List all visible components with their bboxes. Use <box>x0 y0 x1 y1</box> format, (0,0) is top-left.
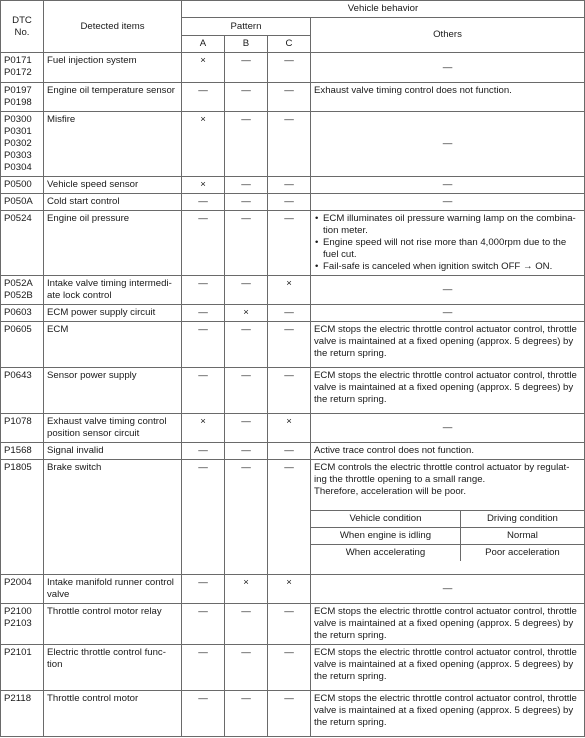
pattern-a-cell <box>182 691 225 737</box>
pattern-b-cell <box>225 177 268 194</box>
others-cell <box>311 604 585 645</box>
others-cell-text: — <box>442 179 453 190</box>
dtc-code-cell <box>1 443 44 460</box>
detected-item-cell-text: Engine oil temperature sensor <box>47 85 175 96</box>
header-detected-items: Detected items <box>44 1 182 53</box>
detected-item-cell <box>44 368 182 414</box>
dtc-table-body <box>1 53 585 737</box>
pattern-a-cell-text: × <box>200 114 206 125</box>
pattern-c-cell <box>268 368 311 414</box>
pattern-b-cell <box>225 460 268 575</box>
others-cell <box>311 691 585 737</box>
pattern-a-cell <box>182 460 225 575</box>
pattern-b-cell <box>225 322 268 368</box>
pattern-c-cell-text: — <box>284 693 294 704</box>
pattern-a-cell-text: × <box>200 55 206 66</box>
detected-item-cell <box>44 83 182 112</box>
others-cell <box>311 177 585 194</box>
pattern-b-cell-text: — <box>241 370 251 381</box>
dtc-code-cell <box>1 305 44 322</box>
subtable-header-cell: Driving condition <box>460 511 584 528</box>
table-row <box>1 460 585 575</box>
dtc-code-cell <box>1 194 44 211</box>
pattern-c-cell-text: — <box>284 462 294 473</box>
pattern-a-cell <box>182 83 225 112</box>
others-cell <box>311 575 585 604</box>
dtc-code-cell <box>1 112 44 177</box>
dtc-code-cell-text: P0643 <box>4 370 32 381</box>
table-row <box>1 443 585 460</box>
pattern-a-cell-text: — <box>198 213 208 224</box>
pattern-a-cell <box>182 645 225 691</box>
dtc-code-cell <box>1 368 44 414</box>
pattern-b-cell <box>225 691 268 737</box>
pattern-b-cell-text: — <box>241 462 251 473</box>
pattern-c-cell-text: — <box>284 307 294 318</box>
pattern-b-cell <box>225 83 268 112</box>
detected-item-cell-text: Misfire <box>47 114 76 125</box>
pattern-a-cell-text: — <box>198 462 208 473</box>
subtable-cell: Poor acceleration <box>460 545 584 562</box>
others-cell-text: ECM stops the electric throttle control actuator control, throttle valve is maintained at a fixed opening (approx. 5 degrees) by the return spring. <box>314 324 577 359</box>
detected-item-cell <box>44 414 182 443</box>
pattern-c-cell <box>268 443 311 460</box>
pattern-c-cell-text: × <box>286 577 292 588</box>
condition-subtable <box>311 510 584 561</box>
detected-item-cell <box>44 194 182 211</box>
pattern-a-cell <box>182 276 225 305</box>
dtc-code-cell <box>1 211 44 276</box>
others-cell-text: ECM stops the electric throttle control actuator control, throttle valve is maintained at a fixed opening (approx. 5 degrees) by the return spring. <box>314 370 577 405</box>
pattern-c-cell <box>268 414 311 443</box>
table-row <box>1 276 585 305</box>
pattern-c-cell <box>268 211 311 276</box>
others-cell <box>311 83 585 112</box>
detected-item-cell-text: Signal invalid <box>47 445 104 456</box>
detected-item-cell <box>44 645 182 691</box>
detected-item-cell <box>44 322 182 368</box>
dtc-code-cell-text: P2118 <box>4 693 32 704</box>
pattern-a-cell-text: — <box>198 278 208 289</box>
pattern-b-cell-text: — <box>241 278 251 289</box>
dtc-code-cell <box>1 691 44 737</box>
dtc-code-cell-text: P050A <box>4 196 33 207</box>
pattern-b-cell-text: — <box>241 55 251 66</box>
pattern-c-cell <box>268 460 311 575</box>
pattern-b-cell-text: — <box>241 324 251 335</box>
detected-item-cell <box>44 305 182 322</box>
pattern-a-cell-text: × <box>200 416 206 427</box>
dtc-code-cell-text: P1078 <box>4 416 32 427</box>
pattern-a-cell-text: — <box>198 196 208 207</box>
pattern-c-cell <box>268 691 311 737</box>
pattern-b-cell <box>225 414 268 443</box>
pattern-b-cell-text: × <box>243 307 249 318</box>
pattern-b-cell-text: × <box>243 577 249 588</box>
dtc-code-cell-text: P0524 <box>4 213 32 224</box>
pattern-b-cell-text: — <box>241 693 251 704</box>
dtc-code-cell-text: P0500 <box>4 179 32 190</box>
detected-item-cell <box>44 691 182 737</box>
pattern-a-cell <box>182 322 225 368</box>
pattern-c-cell-text: — <box>284 114 294 125</box>
dtc-code-cell-text: P052A P052B <box>4 278 33 301</box>
pattern-b-cell <box>225 211 268 276</box>
others-cell <box>311 443 585 460</box>
pattern-b-cell-text: — <box>241 196 251 207</box>
pattern-c-cell-text: — <box>284 445 294 456</box>
pattern-a-cell <box>182 305 225 322</box>
pattern-c-cell <box>268 112 311 177</box>
dtc-code-cell <box>1 414 44 443</box>
subtable-cell: When engine is idling <box>311 528 460 545</box>
detected-item-cell-text: Vehicle speed sensor <box>47 179 139 190</box>
pattern-b-cell <box>225 604 268 645</box>
subtable-header-cell: Vehicle condition <box>311 511 460 528</box>
pattern-c-cell-text: — <box>284 213 294 224</box>
detected-item-cell-text: Brake switch <box>47 462 102 473</box>
detected-item-cell <box>44 211 182 276</box>
pattern-c-cell-text: × <box>286 416 292 427</box>
pattern-c-cell-text: — <box>284 179 294 190</box>
dtc-code-cell-text: P0171 P0172 <box>4 55 32 78</box>
dtc-code-cell-text: P1805 <box>4 462 32 473</box>
pattern-c-cell-text: — <box>284 324 294 335</box>
table-row <box>1 177 585 194</box>
dtc-code-cell-text: P2101 <box>4 647 32 658</box>
subtable-row <box>311 528 584 545</box>
pattern-a-cell <box>182 211 225 276</box>
table-row <box>1 575 585 604</box>
header-others: Others <box>311 18 585 53</box>
others-cell <box>311 322 585 368</box>
pattern-b-cell <box>225 53 268 83</box>
dtc-code-cell-text: P0605 <box>4 324 32 335</box>
pattern-a-cell <box>182 575 225 604</box>
pattern-c-cell-text: — <box>284 55 294 66</box>
detected-item-cell <box>44 575 182 604</box>
detected-item-cell-text: Intake valve timing intermedi-ate lock control <box>47 278 172 301</box>
pattern-b-cell <box>225 305 268 322</box>
pattern-a-cell-text: — <box>198 85 208 96</box>
others-cell-text: — <box>442 422 453 433</box>
dtc-code-cell <box>1 575 44 604</box>
table-row <box>1 322 585 368</box>
dtc-code-cell-text: P0300 P0301 P0302 P0303 P0304 <box>4 114 32 173</box>
pattern-a-cell-text: — <box>198 445 208 456</box>
header-dtc-no: DTC No. <box>1 1 44 53</box>
table-row <box>1 53 585 83</box>
table-row <box>1 414 585 443</box>
others-cell-text: — <box>442 307 453 318</box>
pattern-c-cell-text: — <box>284 606 294 617</box>
pattern-b-cell-text: — <box>241 179 251 190</box>
pattern-c-cell-text: — <box>284 647 294 658</box>
dtc-code-cell-text: P0603 <box>4 307 32 318</box>
pattern-c-cell <box>268 276 311 305</box>
dtc-code-cell <box>1 322 44 368</box>
detected-item-cell <box>44 53 182 83</box>
pattern-c-cell <box>268 604 311 645</box>
others-cell-text: — <box>442 284 453 295</box>
pattern-a-cell <box>182 112 225 177</box>
pattern-b-cell <box>225 368 268 414</box>
pattern-a-cell-text: — <box>198 693 208 704</box>
dtc-code-cell <box>1 53 44 83</box>
dtc-code-cell <box>1 83 44 112</box>
others-cell <box>311 460 585 575</box>
pattern-a-cell <box>182 443 225 460</box>
table-row <box>1 305 585 322</box>
others-cell <box>311 112 585 177</box>
others-cell <box>311 276 585 305</box>
others-cell-text: — <box>442 583 453 594</box>
pattern-b-cell <box>225 194 268 211</box>
others-cell-text: — <box>442 61 453 73</box>
dtc-code-cell-text: P2004 <box>4 577 32 588</box>
dtc-code-cell-text: P0197 P0198 <box>4 85 32 108</box>
others-text: ECM controls the electric throttle control actuator by regulat-ing the throttle opening to a small range. Therefore, acceleration will be poor. <box>314 462 570 497</box>
dtc-code-cell <box>1 276 44 305</box>
pattern-a-cell <box>182 604 225 645</box>
pattern-c-cell <box>268 645 311 691</box>
detected-item-cell-text: Exhaust valve timing control position sensor circuit <box>47 416 167 439</box>
pattern-c-cell-text: × <box>286 278 292 289</box>
dtc-code-cell-text: P2100 P2103 <box>4 606 32 629</box>
table-row <box>1 691 585 737</box>
pattern-c-cell-text: — <box>284 85 294 96</box>
pattern-c-cell <box>268 305 311 322</box>
table-row <box>1 194 585 211</box>
bullet-list <box>314 213 581 273</box>
subtable-cell: When accelerating <box>311 545 460 562</box>
detected-item-cell <box>44 276 182 305</box>
others-cell <box>311 368 585 414</box>
detected-item-cell <box>44 604 182 645</box>
others-cell <box>311 53 585 83</box>
pattern-a-cell-text: × <box>200 179 206 190</box>
pattern-a-cell <box>182 53 225 83</box>
pattern-b-cell-text: — <box>241 445 251 456</box>
header-pattern-a: A <box>182 36 225 53</box>
dtc-code-cell <box>1 645 44 691</box>
pattern-c-cell <box>268 322 311 368</box>
dtc-code-cell-text: P1568 <box>4 445 32 456</box>
dtc-code-cell <box>1 604 44 645</box>
pattern-c-cell-text: — <box>284 370 294 381</box>
detected-item-cell <box>44 177 182 194</box>
pattern-a-cell-text: — <box>198 307 208 318</box>
pattern-a-cell <box>182 368 225 414</box>
header-pattern: Pattern <box>182 18 311 36</box>
pattern-b-cell-text: — <box>241 213 251 224</box>
header-vehicle-behavior: Vehicle behavior <box>182 1 585 18</box>
pattern-c-cell <box>268 575 311 604</box>
others-cell <box>311 194 585 211</box>
dtc-code-cell <box>1 177 44 194</box>
pattern-a-cell <box>182 177 225 194</box>
dtc-code-cell <box>1 460 44 575</box>
table-row <box>1 83 585 112</box>
pattern-b-cell <box>225 112 268 177</box>
others-cell-text: Exhaust valve timing control does not function. <box>314 85 512 96</box>
detected-item-cell-text: Intake manifold runner control valve <box>47 577 174 600</box>
pattern-a-cell-text: — <box>198 324 208 335</box>
pattern-a-cell-text: — <box>198 577 208 588</box>
detected-item-cell-text: Throttle control motor <box>47 693 139 704</box>
pattern-b-cell-text: — <box>241 606 251 617</box>
detected-item-cell-text: Engine oil pressure <box>47 213 130 224</box>
header-pattern-c: C <box>268 36 311 53</box>
others-cell <box>311 305 585 322</box>
pattern-b-cell-text: — <box>241 85 251 96</box>
pattern-b-cell-text: — <box>241 114 251 125</box>
table-row <box>1 645 585 691</box>
pattern-b-cell-text: — <box>241 647 251 658</box>
pattern-b-cell-text: — <box>241 416 251 427</box>
others-cell-text: Active trace control does not function. <box>314 445 474 456</box>
detected-item-cell-text: Electric throttle control func-tion <box>47 647 166 670</box>
others-cell-text: ECM stops the electric throttle control actuator control, throttle valve is maintained at a fixed opening (approx. 5 degrees) by the return spring. <box>314 606 577 641</box>
detected-item-cell-text: Sensor power supply <box>47 370 137 381</box>
subtable-row <box>311 545 584 562</box>
others-cell-text: ECM stops the electric throttle control actuator control, throttle valve is maintained at a fixed opening (approx. 5 degrees) by the return spring. <box>314 647 577 682</box>
pattern-c-cell <box>268 177 311 194</box>
pattern-a-cell-text: — <box>198 647 208 658</box>
pattern-c-cell <box>268 83 311 112</box>
pattern-b-cell <box>225 575 268 604</box>
others-cell-text: — <box>442 196 453 207</box>
table-row <box>1 368 585 414</box>
pattern-a-cell <box>182 194 225 211</box>
pattern-a-cell-text: — <box>198 370 208 381</box>
bullet-item: • Engine speed will not rise more than 4,000rpm due to the fuel cut. <box>323 237 581 261</box>
others-cell <box>311 645 585 691</box>
detected-item-cell-text: ECM <box>47 324 69 335</box>
detected-item-cell <box>44 112 182 177</box>
detected-item-cell-text: Cold start control <box>47 196 120 207</box>
table-row <box>1 112 585 177</box>
table-row <box>1 604 585 645</box>
others-cell-text: — <box>442 138 453 149</box>
table-row <box>1 211 585 276</box>
subtable-header-row <box>311 511 584 528</box>
others-cell <box>311 211 585 276</box>
bullet-item: • ECM illuminates oil pressure warning lamp on the combina-tion meter. <box>323 213 581 237</box>
pattern-b-cell <box>225 645 268 691</box>
detected-item-cell <box>44 460 182 575</box>
pattern-c-cell <box>268 53 311 83</box>
bullet-item: • Fail-safe is canceled when ignition switch OFF → ON. <box>323 261 581 273</box>
pattern-c-cell <box>268 194 311 211</box>
header-pattern-b: B <box>225 36 268 53</box>
pattern-c-cell-text: — <box>284 196 294 207</box>
detected-item-cell-text: Throttle control motor relay <box>47 606 162 617</box>
pattern-a-cell-text: — <box>198 606 208 617</box>
others-cell <box>311 414 585 443</box>
subtable-cell: Normal <box>460 528 584 545</box>
pattern-a-cell <box>182 414 225 443</box>
others-cell-text: ECM stops the electric throttle control actuator control, throttle valve is maintained at a fixed opening (approx. 5 degrees) by the return spring. <box>314 693 577 728</box>
detected-item-cell-text: Fuel injection system <box>47 55 137 66</box>
detected-item-cell <box>44 443 182 460</box>
detected-item-cell-text: ECM power supply circuit <box>47 307 156 318</box>
pattern-b-cell <box>225 443 268 460</box>
pattern-b-cell <box>225 276 268 305</box>
